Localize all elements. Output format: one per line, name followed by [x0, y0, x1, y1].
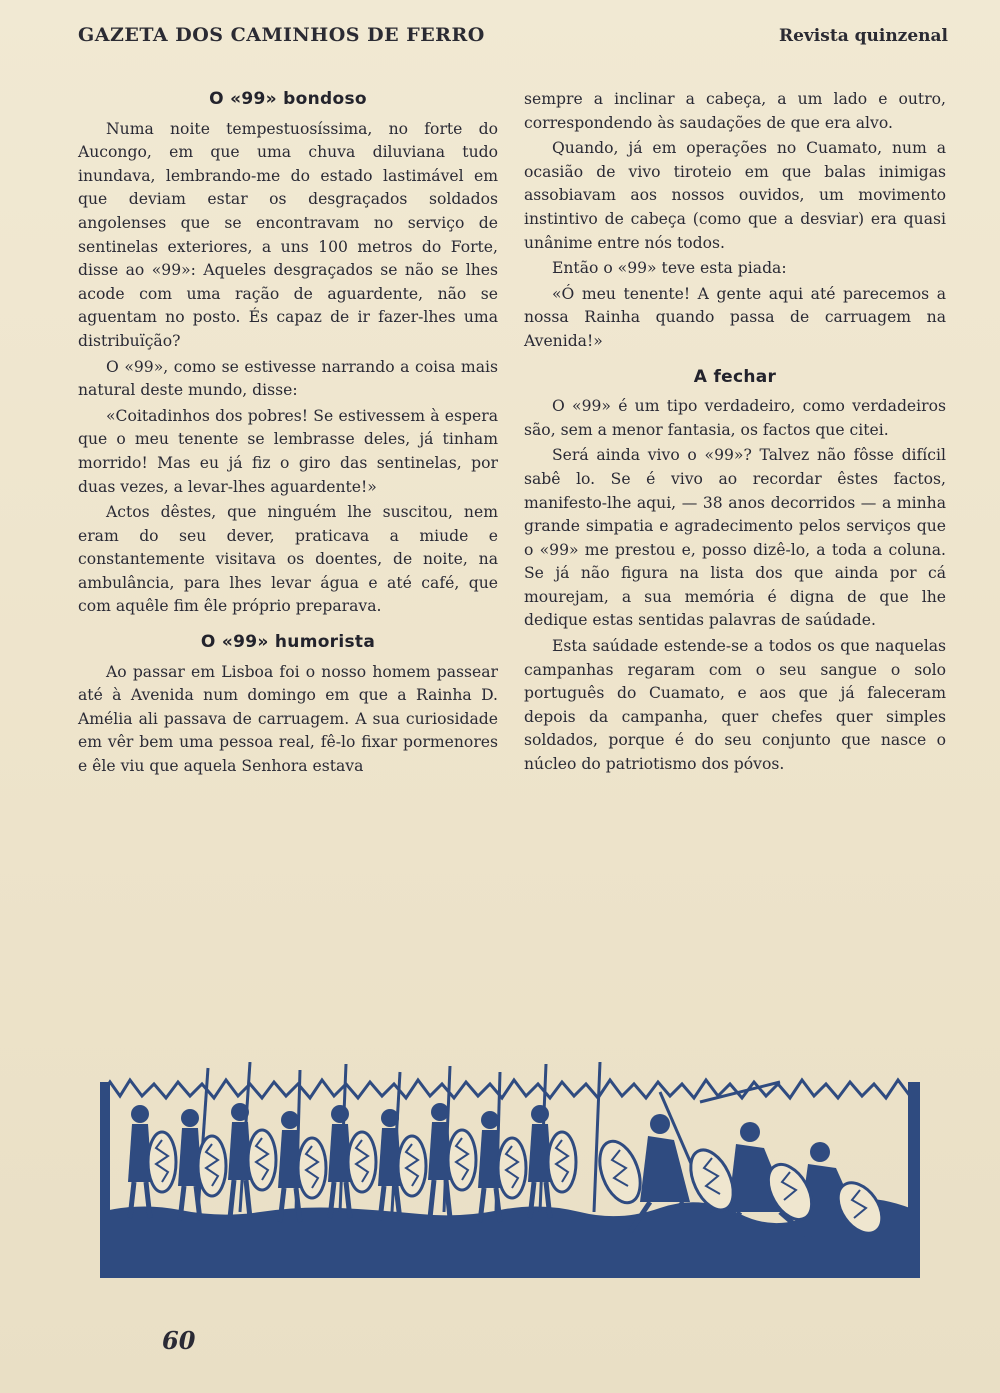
paragraph: Será ainda vivo o «99»? Talvez não fôsse difícil sabê lo. Se é vivo ao recordar êstes factos, manifesto-lhe aqui, — 38 anos decorridos — a minha grande simpatia e agradecimento pelos serviços que o «99» me prestou e, posso dizê-lo, a toda a coluna. Se já não figura na lista dos que ainda por cá mourejam, a sua memória é digna de que lhe dedique estas sentidas palavras de saúdade.	[524, 446, 946, 630]
running-header	[78, 24, 948, 54]
paragraph: «Ó meu tenente! A gente aqui até parecemos a nossa Rainha quando passa de carruagem na Avenida!»	[524, 284, 946, 350]
left-column	[78, 88, 498, 781]
paragraph: O «99», como se estivesse narrando a coisa mais natural deste mundo, disse:	[78, 357, 498, 400]
paragraph: Ao passar em Lisboa foi o nosso homem passear até à Avenida num domingo em que a Rainha D. Amélia ali passava de carruagem. A sua curiosidade em vêr bem uma pessoa real, fê-lo fixar pormenores e êle viu que aquela Senhora estava	[78, 662, 498, 776]
paragraph: Numa noite tempestuosíssima, no forte do Aucongo, em que uma chuva diluviana tudo inundava, lembrando-me do estado lastimável em que deviam estar os desgraçados soldados angolenses que se encontravam no serviço de sentinelas exteriores, a uns 100 metros do Forte, disse ao «99»: Aqueles desgraçados se não se lhes acode com uma ração de aguardente, não se aguentam no posto. És capaz de ir fazer-lhes uma distribuïção?	[78, 119, 498, 350]
paragraph: Quando, já em operações no Cuamato, num a ocasião de vivo tiroteio em que balas inimigas assobiavam aos nossos ouvidos, um movimento instintivo de cabeça (como que a desviar) era quasi unânime entre nós todos.	[524, 139, 946, 252]
paragraph: «Coitadinhos dos pobres! Se estivessem à espera que o meu tenente se lembrasse deles, já tinham morrido! Mas eu já fiz o giro das sentinelas, por duas vezes, a levar-lhes aguardente!»	[78, 406, 498, 496]
right-column	[524, 88, 946, 779]
paragraph: O «99» é um tipo verdadeiro, como verdadeiros são, sem a menor fantasia, os factos que citei.	[524, 397, 946, 439]
woodcut-illustration	[100, 1062, 920, 1278]
section-title-bondoso: O «99» bondoso	[209, 89, 367, 109]
section-title-humorista: O «99» humorista	[200, 632, 376, 653]
paragraph: sempre a inclinar a cabeça, a um lado e outro, correspondendo às saudações de que era alvo.	[524, 90, 946, 132]
journal-title: GAZETA DOS CAMINHOS DE FERRO	[78, 24, 485, 46]
paragraph: Actos dêstes, que ninguém lhe suscitou, nem eram do seu dever, praticava a miude e constantemente visitava os doentes, de noite, na ambulância, para lhes levar água e até café, que com aquêle fim êle próprio preparava.	[78, 503, 498, 616]
journal-subtitle: Revista quinzenal	[778, 26, 948, 46]
section-title-fechar: A fechar	[693, 366, 777, 387]
page-number: 60	[162, 1326, 196, 1355]
paragraph: Esta saúdade estende-se a todos os que naquelas campanhas regaram com o seu sangue o solo português do Cuamato, e aos que já faleceram depois da campanha, quer chefes quer simples soldados, porque é do seu conjunto que nasce o núcleo do patriotismo dos póvos.	[524, 637, 946, 774]
paragraph: Então o «99» teve esta piada:	[552, 259, 787, 278]
